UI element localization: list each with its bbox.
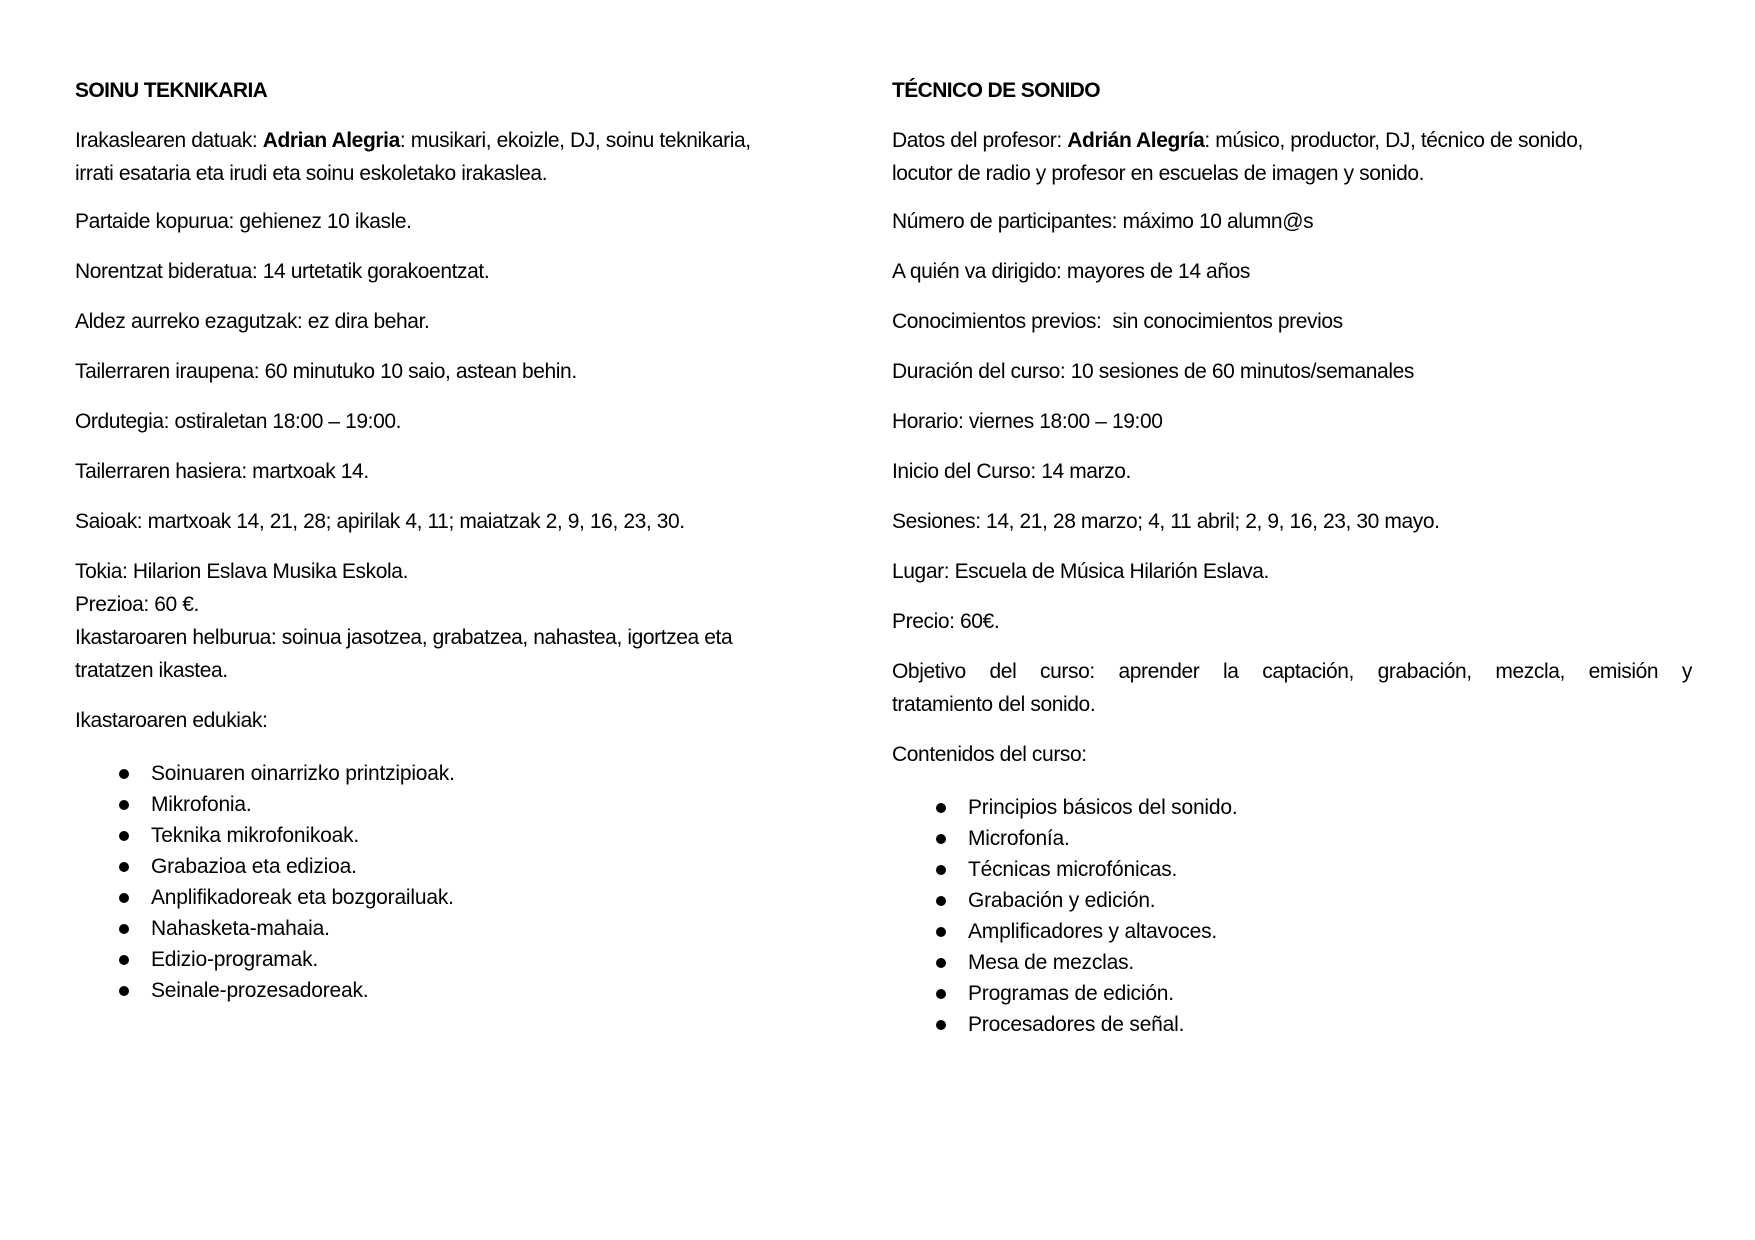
list-item	[892, 823, 1237, 854]
goal: Ikastaroaren helburua: soinua jasotzea, grabatzea, nahastea, igortzea eta	[75, 626, 733, 649]
bullet-icon	[936, 803, 946, 813]
participants: Partaide kopurua: gehienez 10 ikasle.	[75, 210, 412, 233]
bullet-icon	[936, 896, 946, 906]
goal-word: aprender	[1118, 660, 1200, 683]
prior-knowledge: Conocimientos previos: sin conocimientos previos	[892, 310, 1343, 333]
list-item-text: Nahasketa-mahaia.	[151, 917, 330, 940]
teacher-label: Irakaslearen datuak:	[75, 129, 263, 152]
bullet-icon	[119, 831, 129, 841]
list-item-text: Seinale-prozesadoreak.	[151, 979, 369, 1002]
goal-cont: tratatzen ikastea.	[75, 659, 228, 682]
contents-list	[75, 758, 455, 1006]
schedule: Ordutegia: ostiraletan 18:00 – 19:00.	[75, 410, 402, 433]
start-date: Inicio del Curso: 14 marzo.	[892, 460, 1131, 483]
audience: Norentzat bideratua: 14 urtetatik gorakoentzat.	[75, 260, 490, 283]
list-item	[892, 885, 1237, 916]
bullet-icon	[936, 865, 946, 875]
place: Tokia: Hilarion Eslava Musika Eskola.	[75, 560, 409, 583]
bullet-icon	[119, 800, 129, 810]
teacher-name: Adrian Alegria	[262, 129, 400, 152]
contents-label: Ikastaroaren edukiak:	[75, 709, 268, 732]
goal-word: emisión	[1588, 660, 1659, 683]
bullet-icon	[936, 1020, 946, 1030]
teacher-desc-cont: locutor de radio y profesor en escuelas de imagen y sonido.	[892, 162, 1425, 185]
duration: Duración del curso: 10 sesiones de 60 minutos/semanales	[892, 360, 1414, 383]
list-item	[75, 913, 455, 944]
goal-word: y	[1681, 660, 1692, 683]
list-item	[892, 916, 1237, 947]
schedule: Horario: viernes 18:00 – 19:00	[892, 410, 1163, 433]
bullet-icon	[936, 834, 946, 844]
list-item-text: Mikrofonia.	[151, 793, 252, 816]
goal-word: curso:	[1040, 660, 1095, 683]
duration: Tailerraren iraupena: 60 minutuko 10 saio, astean behin.	[75, 360, 577, 383]
price: Prezioa: 60 €.	[75, 593, 199, 616]
goal-word: Objetivo	[892, 660, 966, 683]
list-item-text: Anplifikadoreak eta bozgorailuak.	[151, 886, 454, 909]
goal-word: grabación,	[1377, 660, 1472, 683]
list-item-text: Microfonía.	[968, 827, 1070, 850]
list-item-text: Grabazioa eta edizioa.	[151, 855, 357, 878]
teacher-desc: : músico, productor, DJ, técnico de sonido,	[1204, 129, 1583, 152]
teacher-desc-cont: irrati esataria eta irudi eta soinu eskoletako irakaslea.	[75, 162, 548, 185]
list-item	[75, 758, 455, 789]
list-item	[892, 1009, 1237, 1040]
goal-word: mezcla,	[1495, 660, 1565, 683]
contents-list	[892, 792, 1237, 1040]
sessions: Sesiones: 14, 21, 28 marzo; 4, 11 abril; 2, 9, 16, 23, 30 mayo.	[892, 510, 1440, 533]
list-item	[892, 792, 1237, 823]
bullet-icon	[119, 986, 129, 996]
bullet-icon	[936, 989, 946, 999]
list-item	[75, 789, 455, 820]
bullet-icon	[119, 893, 129, 903]
goal	[892, 659, 1692, 685]
place: Lugar: Escuela de Música Hilarión Eslava.	[892, 560, 1269, 583]
list-item-text: Soinuaren oinarrizko printzipioak.	[151, 762, 455, 785]
teacher-desc: : musikari, ekoizle, DJ, soinu teknikaria,	[399, 129, 751, 152]
bullet-icon	[119, 769, 129, 779]
list-item	[75, 975, 455, 1006]
list-item	[75, 851, 455, 882]
list-item-text: Procesadores de señal.	[968, 1013, 1185, 1036]
list-item	[75, 944, 455, 975]
list-item	[75, 820, 455, 851]
price: Precio: 60€.	[892, 610, 1000, 633]
list-item-text: Teknika mikrofonikoak.	[151, 824, 360, 847]
bullet-icon	[119, 924, 129, 934]
goal-word: del	[989, 660, 1017, 683]
contents-label: Contenidos del curso:	[892, 743, 1087, 766]
start-date: Tailerraren hasiera: martxoak 14.	[75, 460, 369, 483]
list-item-text: Principios básicos del sonido.	[968, 796, 1238, 819]
participants: Número de participantes: máximo 10 alumn@s	[892, 210, 1314, 233]
list-item-text: Técnicas microfónicas.	[968, 858, 1178, 881]
bullet-icon	[936, 958, 946, 968]
teacher-info	[892, 128, 1583, 154]
list-item-text: Grabación y edición.	[968, 889, 1156, 912]
list-item-text: Mesa de mezclas.	[968, 951, 1135, 974]
list-item-text: Programas de edición.	[968, 982, 1174, 1005]
goal-word: la	[1223, 660, 1239, 683]
list-item-text: Edizio-programak.	[151, 948, 318, 971]
goal-word: captación,	[1262, 660, 1354, 683]
list-item	[892, 854, 1237, 885]
list-item	[75, 882, 455, 913]
teacher-label: Datos del profesor:	[892, 129, 1068, 152]
goal-cont: tratamiento del sonido.	[892, 693, 1096, 716]
teacher-info	[75, 128, 751, 154]
teacher-name: Adrián Alegría	[1067, 129, 1205, 152]
prior-knowledge: Aldez aurreko ezagutzak: ez dira behar.	[75, 310, 430, 333]
bullet-icon	[119, 862, 129, 872]
list-item-text: Amplificadores y altavoces.	[968, 920, 1218, 943]
sessions: Saioak: martxoak 14, 21, 28; apirilak 4, 11; maiatzak 2, 9, 16, 23, 30.	[75, 510, 685, 533]
section-title: SOINU TEKNIKARIA	[75, 79, 268, 102]
list-item	[892, 978, 1237, 1009]
list-item	[892, 947, 1237, 978]
bullet-icon	[119, 955, 129, 965]
audience: A quién va dirigido: mayores de 14 años	[892, 260, 1250, 283]
section-title: TÉCNICO DE SONIDO	[892, 79, 1100, 102]
bullet-icon	[936, 927, 946, 937]
